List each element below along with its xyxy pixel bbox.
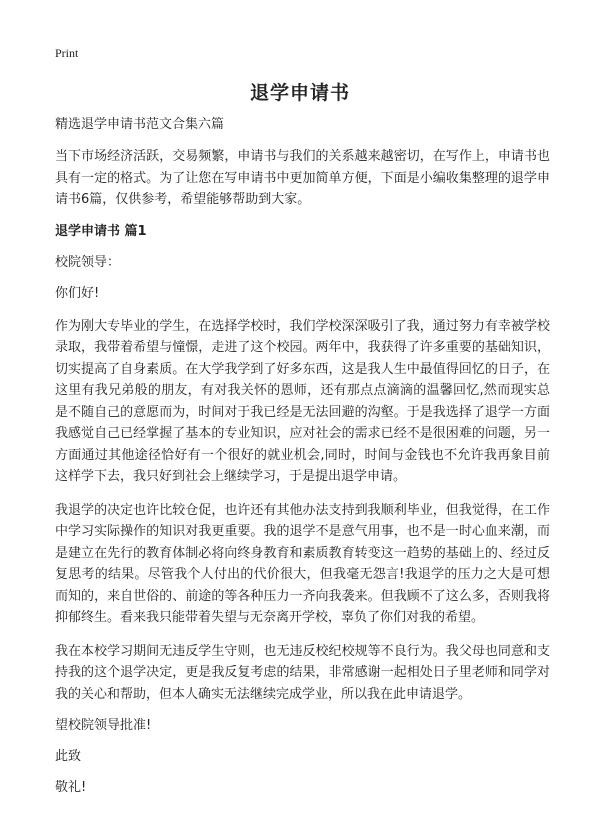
greeting: 你们好! — [55, 285, 100, 301]
body-paragraph-2: 我退学的决定也许比较仓促，也许还有其他办法支持到我顺利毕业，但我觉得，在工作中学习实际操作的知识对我更重要。我的退学不是意气用事，也不是一时心血来潮，而是建立在先行的教育体制必将向终身教育和素质教育转变这一趋势的基础上的、经过反复思考的结果。尽管我个人付出的代价很大，但我毫无怨言!我退学的压力之大是可想而知的，来自世俗的、前途的等各种压力一齐向我袭来。但我顾不了这么多，否则我将抑郁终生。看来我只能带着失望与无奈离开学校，辜负了你们对我的希望。 — [55, 502, 550, 625]
closing-line-2: 敬礼! — [55, 780, 87, 795]
salutation: 校院领导： — [55, 254, 121, 270]
print-link[interactable]: Print — [55, 46, 79, 60]
request-line: 望校院领导批准! — [55, 718, 152, 733]
closing-line-1: 此致 — [55, 749, 82, 764]
intro-paragraph: 当下市场经济活跃，交易频繁，申请书与我们的关系越来越密切，在写作上，申请书也具有一定的格式。为了让您在写申请书中更加简单方便，下面是小编收集整理的退学申请书6篇，仅供参考，希望能够帮助到大家。 — [55, 149, 550, 207]
section-heading: 退学申请书 篇1 — [55, 223, 147, 239]
body-paragraph-3: 我在本校学习期间无违反学生守则，也无违反校纪校规等不良行为。我父母也同意和支持我的这个退学决定，更是我反复考虑的结果，非常感谢一起相处日子里老师和同学对我的关心和帮助，但本人确实无法继续完成学业，所以我在此申请退学。 — [55, 643, 550, 702]
document-title: 退学申请书 — [249, 82, 350, 104]
document-body — [55, 116, 550, 810]
document-subtitle: 精选退学申请书范文合集六篇 — [55, 117, 225, 132]
body-paragraph-1: 作为刚大专毕业的学生，在选择学校时，我们学校深深吸引了我，通过努力有幸被学校录取，我带着希望与憧憬，走进了这个校园。两年中，我获得了许多重要的基础知识，切实提高了自身素质。在大学我学到了好多东西，这是我人生中最值得回忆的日子，在这里有我兄弟般的朋友，有对我关怀的恩师，还有那点点滴滴的温馨回忆,然而现实总是不随自己的意愿而为，时间对于我已经是无法回避的沟壑。于是我选择了退学一方面我感觉自己已经掌握了基本的专业知识，应对社会的需求已经不是很困难的问题，另一方面通过其他途径恰好有一个很好的就业机会,同时，时间与金钱也不允许我再象目前这样学下去，我只好到社会上继续学习，于是提出退学申请。 — [55, 318, 550, 484]
